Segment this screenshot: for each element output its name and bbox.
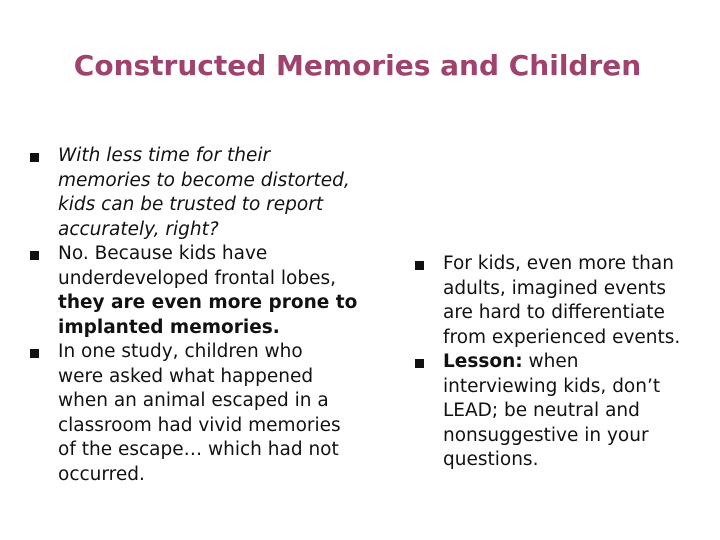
- square-bullet-icon: [30, 349, 39, 358]
- bullet-text-line: when an animal escaped in a: [58, 390, 329, 411]
- bullet-text-line: kids can be trusted to report: [58, 194, 324, 215]
- bullet-answer: [30, 242, 380, 340]
- lesson-label: Lesson:: [443, 351, 523, 372]
- bullet-text-line: No. Because kids have: [58, 243, 268, 264]
- bullet-question: [30, 144, 380, 242]
- bullet-imagined-events: [415, 252, 715, 350]
- bullet-text-line: For kids, even more than: [443, 253, 674, 274]
- bullet-text-line: were asked what happened: [58, 365, 314, 387]
- bullet-lesson: [415, 350, 715, 473]
- bullet-text-line: accurately, right?: [58, 218, 219, 240]
- bullet-text-line: of the escape… which had not: [58, 439, 339, 460]
- bullet-text-line: With less time for their: [58, 145, 271, 166]
- square-bullet-icon: [415, 261, 424, 270]
- bullet-text-line: from experienced events.: [443, 326, 681, 348]
- bullet-text-line: nonsuggestive in your: [443, 424, 649, 446]
- square-bullet-icon: [415, 359, 424, 368]
- lesson-first-line: when: [522, 351, 579, 372]
- slide-title: Constructed Memories and Children: [73, 49, 642, 82]
- bullet-text-line: occurred.: [58, 463, 145, 485]
- square-bullet-icon: [30, 153, 39, 162]
- bullet-text-line: memories to become distorted,: [58, 169, 350, 191]
- bullet-text-line-bold: they are even more prone to: [58, 292, 358, 313]
- bullet-text-line: In one study, children who: [58, 341, 303, 362]
- bullet-study: [30, 340, 380, 487]
- square-bullet-icon: [30, 251, 39, 260]
- bullet-text-line-bold: implanted memories.: [58, 316, 280, 338]
- bullet-text-line: questions.: [443, 449, 539, 470]
- bullet-text-line: LEAD; be neutral and: [443, 400, 640, 421]
- bullet-text-line: are hard to differentiate: [443, 302, 665, 323]
- bullet-text-line: adults, imagined events: [443, 277, 667, 299]
- bullet-text-line: [443, 350, 715, 375]
- left-bullet-list: [30, 144, 380, 487]
- bullet-text-line: underdeveloped frontal lobes,: [58, 267, 336, 289]
- bullet-text-line: classroom had vivid memories: [58, 414, 341, 436]
- bullet-text-line: interviewing kids, don’t: [443, 375, 661, 397]
- right-bullet-list: [415, 252, 715, 473]
